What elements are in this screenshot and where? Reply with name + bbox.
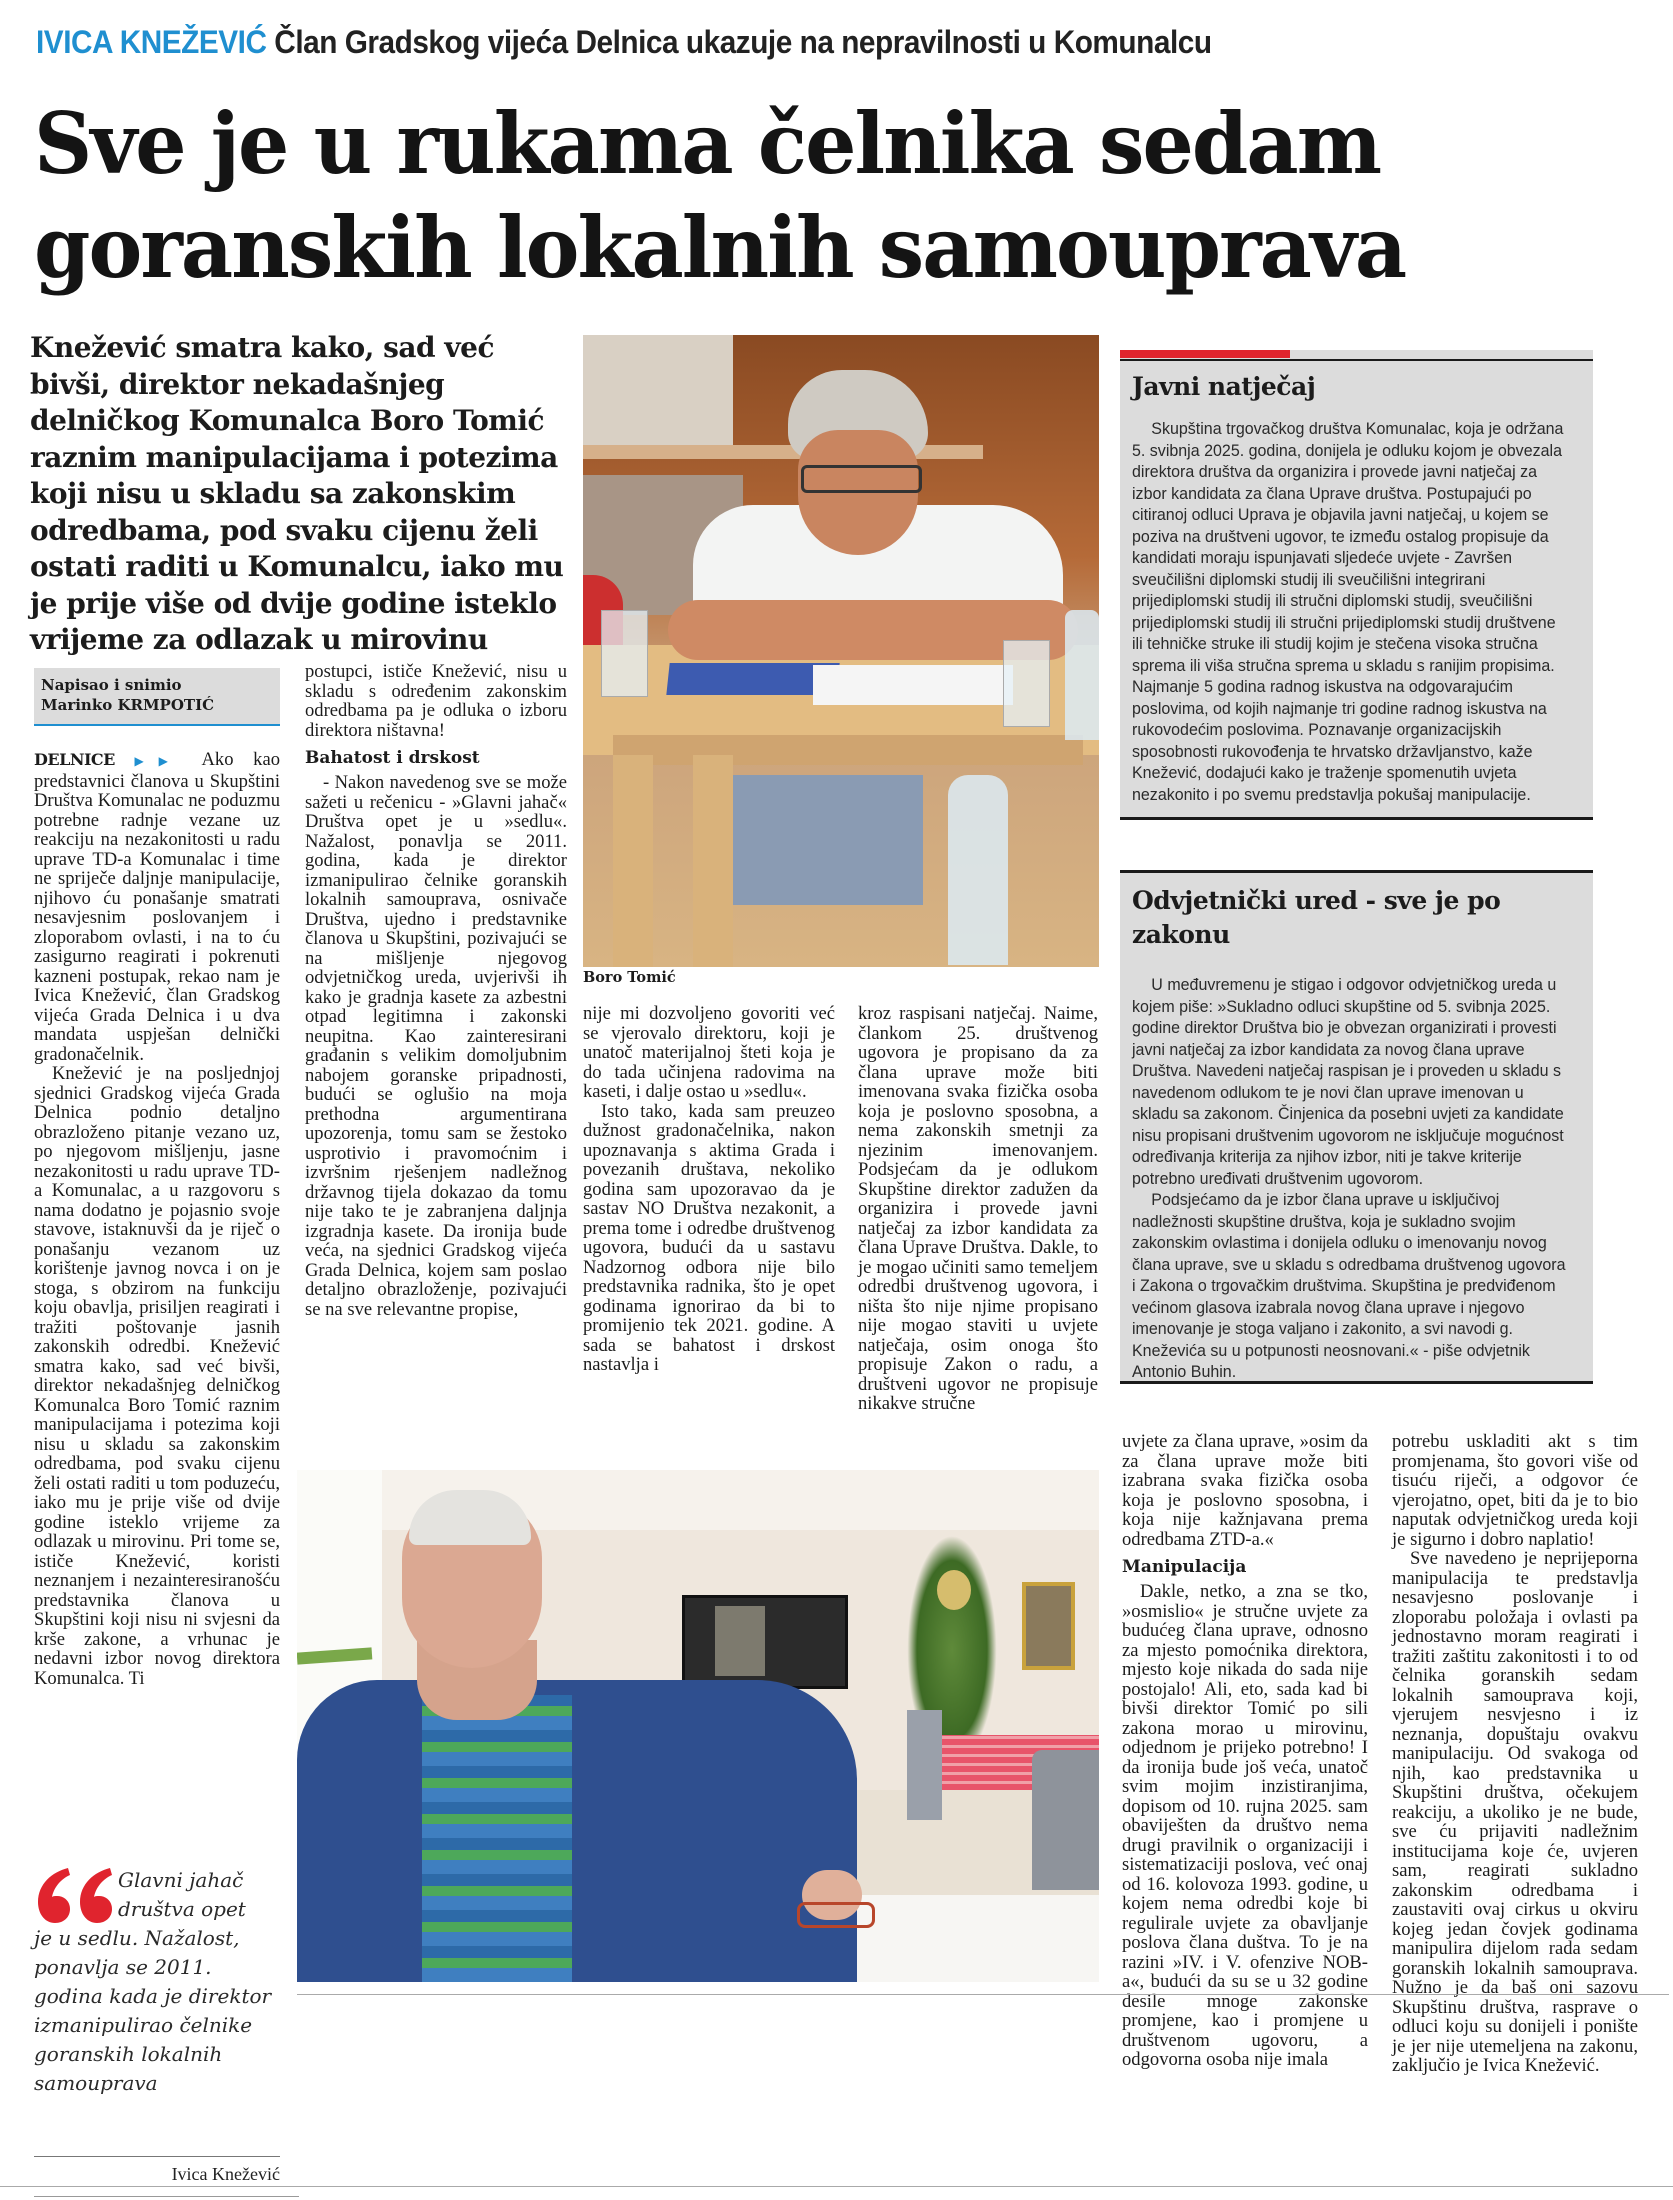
dateline-arrow-icon: ▶▶ (134, 754, 183, 768)
article-paragraph: - Nakon navedenog sve se može sažeti u rečenicu - »Glavni jahač« Društva opet je u »sedlu«. Nažalost, ponavlja se 2011. godina, kada je direktor izmanipulirao čelnike goranskih lokalnih samouprava, osnivače Društva, ujedno i predstavnike članova u Skupštini, pozivajući se na mišljenje njegovog odvjetničkog ureda, uvjerivši ih kako je gradnja kasete za azbestni otpad legitimna i zakonski neupitna. Kao zainteresirani građanin s velikim domoljubnim nabojem goranske pripadnosti, budući se oglušio na moja prethodna argumentirana upozorenja, tomu sam se žestoko usprotivio i pravomoćnim i izvršnim rješenjem nadležnog državnog tijela dokazao da tomu nije tako te je zabranjena daljnja izgradnja kasete. Da ironija bude veća, na sjednici Gradskog vijeća Grada Delnica, kojem sam poslao detaljno obrazloženje, pozivajući se na sve relevantne propise, (305, 772, 567, 1320)
article-column-1 (34, 750, 280, 1688)
sidebar-javni-natjecaj (1120, 350, 1593, 820)
article-column-5 (1122, 1432, 1368, 2070)
byline (34, 668, 280, 726)
article-column-4 (858, 1004, 1098, 1414)
article-column-6 (1392, 1432, 1638, 2076)
photo-boro-tomic (583, 335, 1099, 967)
photo-ivica-knezevic (297, 1470, 1099, 1982)
article-paragraph: DELNICE ▶▶ Ako kao predstavnici članova u Skupštini Društva Komunalac ne poduzmu potrebne radnje vezane uz reakciju na nezakonitosti u radu uprave TD-a Komunalac i time ne spriječe daljnje manipulacije, njihovo ću ponašanje smatrati nesavjesnim poslovanjem i zloporabom ovlasti, i na to ću zasigurno reagirati i pokrenuti kazneni postupak, rekao nam je Ivica Knežević, član Gradskog vijeća Grada Delnica i u dva mandata uspješan delnički gradonačelnik. (34, 749, 280, 1065)
sidebar-title: Odvjetnički ured - sve je po zakonu (1132, 886, 1501, 949)
divider (0, 2186, 1673, 2187)
article-paragraph: Sve navedeno je neprijeporna manipulacija te predstavlja nesavjesno poslovanje i zloporabu položaja i ovlasti pa jednostavno moram reagirati i tražiti zaštitu zakonitosti i to od čelnika goranskih sedam lokalnih samouprava koji, vjerujem nesvjesno i iz neznanja, dopuštaju ovakvu manipulaciju. Od svakoga od njih, kao predstavnika u Skupštini društva, očekujem reakciju, a ukoliko je ne bude, sve ću prijaviti nadležnim institucijama koje će, uvjeren sam, reagirati sukladno zakonskim odredbama i zaustaviti ovaj cirkus u okviru kojeg jedan čovjek godinama manipulira dijelom rada sedam goranskih lokalnih samouprava. Nužno je da baš oni sazovu Skupštinu društva, rasprave o odluci koju su donijeli i ponište je jer nije utemeljena na zakonu, zaključio je Ivica Knežević. (1392, 1548, 1638, 2076)
sidebar-title: Javni natječaj (1132, 372, 1316, 401)
dateline: DELNICE (34, 750, 115, 769)
pull-quote-text: Glavni jahač društva opet je u sedlu. Nažalost, ponavlja se 2011. godina kada je direktor izmanipulirao čelnike goranskih lokalnih samouprava (34, 1868, 272, 2095)
article-paragraph: Dakle, netko, a zna se tko, »osmislio« je stručne uvjete za budućeg člana uprave, odnosno za mjesto pomoćnika direktora, mjesto koje nikada do sada nije postojalo! Ali, eto, sada kad bi bivši direktor Tomić po sili zakona morao u mirovinu, odjednom je prijeko potrebno! I da ironija bude još veća, unatoč svim mojim inzistiranjima, dopisom od 10. rujna 2025. sam obaviješten da društvo nema drugi pravilnik o organizaciji i sistematizaciji poslova, već onaj od 16. kolovoza 1993. godine, u kojem nema odredbi koje bi regulirale uvjete za obavljanje poslova člana duštva. To je na razini »IV. i V. ofenzive NOB-a«, budući da su se u 32 godine desile mnoge zakonske promjene, kao i promjene u društvenom ugovoru, a odgovorna osoba nije imala (1122, 1581, 1368, 2070)
byline-credit: Napisao i snimio (41, 676, 182, 694)
divider (297, 1994, 1669, 1995)
headline: Sve je u rukama čelnika sedam goranskih lokalnih samouprava (34, 94, 1406, 297)
kicker-name: IVICA KNEŽEVIĆ (36, 24, 267, 60)
article-paragraph: uvjete za člana uprave, »osim da za člana uprave može biti izabrana svaka fizička osoba koja je poslovno sposobna, i koja nije kažnjavana prema odredbama ZTD-a.« (1122, 1431, 1368, 1550)
accent-bar (1120, 350, 1290, 358)
article-column-2 (305, 662, 567, 1319)
article-paragraph: postupci, ističe Knežević, nisu u skladu s određenim zakonskim odredbama pa je odluka o izboru direktora ništavna! (305, 661, 567, 741)
sidebar-body: U međuvremenu je stigao i odgovor odvjetničkog ureda u kojem piše: »Sukladno odluci skupštine od 5. svibnja 2025. godine direktor Društva bio je obvezan organizirati i provesti javni natječaj za izbor kandidata za novog člana uprave Društva. Navedeni natječaj raspisan je i proveden u skladu s navedenom odlukom te je novi član uprave imenovan u skladu sa zakonom. Činjenica da posebni uvjeti za kandidate nisu propisani društvenim ugovorom ne isključuje mogućnost određivanja kriterija za njihov izbor, niti je takve kriterije potrebno uređivati društvenim ugovorom. Podsjećamo da je izbor člana uprave u isključivoj nadležnosti skupštine društva, koja je sukladno svojim zakonskim ovlastima i donijela odluku o imenovanju novog člana uprave, sve u skladu s odredbama društvenog ugovora i Zakona o trgovačkim društvima. Skupština je predviđenom većinom glasova izabrala novog člana uprave i njegovo imenovanje je stoga valjano i zakonito, a svi navodi g. Kneževića su u potpunosti neosnovani.« - piše odvjetnik Antonio Buhin. (1132, 975, 1566, 1381)
photo-caption: Boro Tomić (583, 969, 676, 986)
article-paragraph: nije mi dozvoljeno govoriti već se vjerovalo direktoru, koji je unatoč materijalnoj šteti koja je do tada učinjena radovima na kaseti, i dalje ostao u »sedlu«. (583, 1003, 835, 1102)
subheading: Bahatost i drskost (305, 748, 480, 768)
kicker (36, 22, 1543, 62)
divider (34, 2156, 280, 2157)
article-paragraph: kroz raspisani natječaj. Naime, člankom 25. društvenog ugovora je propisano da za člana uprave može biti imenovana svaka fizička osoba koja je poslovno sposobna, a nema zakonskih smetnji za njezinim imenovanjem. Podsjećam da je odlukom Skupštine direktor zadužen da organizira i provede javni natječaj za izbor kandidata za člana Uprave Društva. Dakle, to je mogao učiniti samo temeljem odredbi društvenog ugovora, i ništa što nije njime propisano nije mogao staviti u uvjete natječaja, osim onoga što propisuje Zakon o radu, a društveni ugovor ne propisuje nikakve stručne (858, 1003, 1098, 1414)
divider (34, 2196, 299, 2197)
article-paragraph: Knežević je na posljednjoj sjednici Gradskog vijeća Grada Delnica podnio detaljno obrazloženo pitanje vezano uz, po njegovom mišljenju, jasne nezakonitosti u radu uprave TD-a Komunalac, a u razgovoru s nama dodatno je pojasnio svoje stavove, istaknuvši da je riječ o ponašanju vezanom uz korištenje javnog novca i on je stoga, s obzirom na funkciju koju obavlja, prisiljen reagirati i tražiti poštovanje jasnih zakonskih odredbi. Knežević smatra kako, sad već bivši, direktor nekadašnjeg delničkog Komunalca Boro Tomić raznim manipulacijama i potezima koji nisu u skladu sa zakonskim odredbama, pod svaku cijenu želi ostati raditi u tom poduzeću, iako mu je prije više od dvije godine isteklo vrijeme za odlazak u mirovinu. Pri tome se, ističe Knežević, koristi neznanjem i nezainteresiranošću predstavnika članova u Skupštini koji nisu ni svjesni da krše zakone, a vrhunac je nedavni izbor novog direktora Komunalca. Ti (34, 1063, 280, 1689)
article-paragraph: potrebu uskladiti akt s tim promjenama, što govori više od tisuću riječi, a odgovor će vjerojatno, opet, biti da je to bio naputak odvjetničkog ureda koji je sigurno i dobro naplatio! (1392, 1431, 1638, 1550)
sidebar-odvjetnicki-ured (1120, 870, 1593, 1384)
lead-paragraph: Knežević smatra kako, sad već bivši, direktor nekadašnjeg delničkog Komunalca Boro Tomić raznim manipulacijama i potezima koji nisu u skladu sa zakonskim odredbama, pod svaku cijenu želi ostati raditi u Komunalcu, iako mu je prije više od dvije godine isteklo vrijeme za odlazak u mirovinu (30, 331, 564, 656)
quote-mark-icon (34, 1866, 114, 1926)
subheading: Manipulacija (1122, 1557, 1247, 1577)
article-paragraph: Isto tako, kada sam preuzeo dužnost gradonačelnika, nakon upoznavanja s aktima Grada i povezanih društava, nekoliko godina sam upozoravao da je sastav NO Društva nezakonit, a prema tome i odredbe društvenog ugovora, budući da u sastavu Nadzornog odbora nije bilo predstavnika radnika, što je opet godinama ignorirao da bi to promijenio tek 2021. godine. A sada se bahatost i drskost nastavlja i (583, 1100, 835, 1375)
byline-author: Marinko KRMPOTIĆ (41, 696, 215, 714)
sidebar-body: Skupština trgovačkog društva Komunalac, koja je održana 5. svibnja 2025. godina, donijela je odluku kojom je obvezala direktora društva da organizira i provede javni natječaj za izbor kandidata za člana Uprave društva. Postupajući po citiranoj odluci Uprava je objavila javni natječaj, u kojem se poziva na društveni ugovor, te između ostalog propisuje da kandidati moraju ispunjavati sljedeće uvjete - Završen sveučilišni diplomski studij ili sveučilišni integrirani prijediplomski studij ili stručni diplomski studij, sveučilišni prijediplomski studij ili stručni prijediplomski studij društvene ili tehničke struke ili studij kojim je stečena visoka stručna sprema ili viša stručna sprema u skladu s ranijim propisima. Najmanje 5 godina radnog iskustva na odgovarajućim poslovima, od kojih najmanje tri godine radnog iskustva na rukovodećim poslovima. Poznavanje organizacijskih sposobnosti rukovođenja te hrvatsko državljanstvo, kaže Knežević, dodajući kako je traženje spomenutih uvjeta nezakonito i po svemu predstavlja pokušaj manipulacije. (1132, 419, 1564, 804)
article-column-3 (583, 1004, 835, 1375)
pull-quote (34, 1866, 280, 2184)
pull-quote-author: Ivica Knežević (171, 2164, 280, 2184)
kicker-subtitle: Član Gradskog vijeća Delnica ukazuje na nepravilnosti u Komunalcu (274, 24, 1212, 60)
